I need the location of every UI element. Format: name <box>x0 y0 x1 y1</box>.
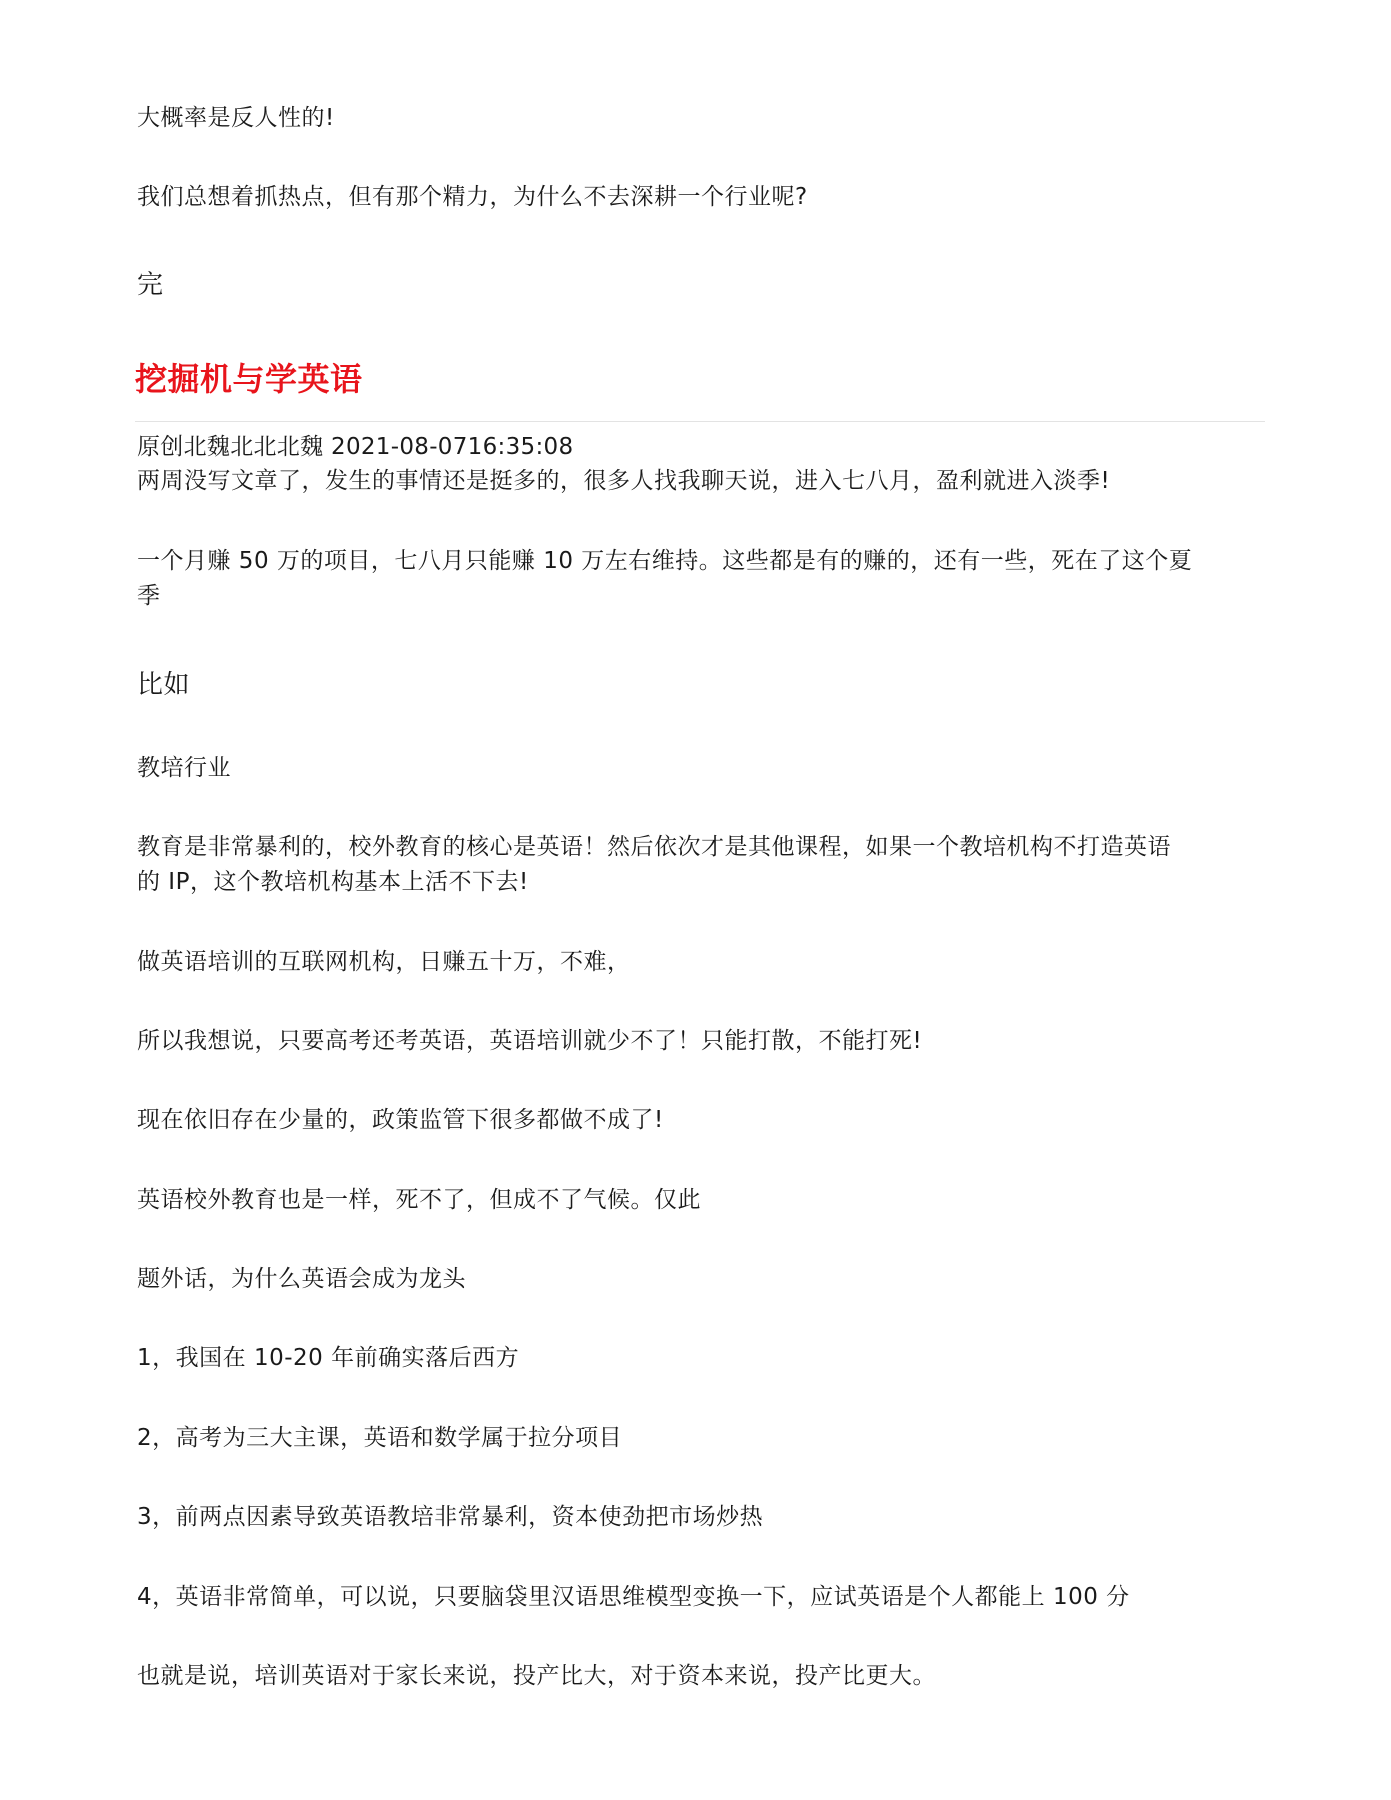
title-divider <box>135 421 1265 422</box>
intro-paragraph-2: 我们总想着抓热点，但有那个精力，为什么不去深耕一个行业呢? <box>137 184 808 210</box>
article-meta: 原创北魏北北北魏 2021-08-0716:35:08 <box>137 434 574 460</box>
end-mark: 完 <box>137 270 164 300</box>
article-paragraph: 3，前两点因素导致英语教培非常暴利，资本使劲把市场炒热 <box>137 1504 764 1530</box>
article-paragraph: 题外话，为什么英语会成为龙头 <box>137 1266 466 1292</box>
article-paragraph: 做英语培训的互联网机构，日赚五十万，不难， <box>137 949 631 975</box>
article-paragraph: 所以我想说，只要高考还考英语，英语培训就少不了！只能打散，不能打死! <box>137 1028 923 1054</box>
article-paragraph: 也就是说，培训英语对于家长来说，投产比大，对于资本来说，投产比更大。 <box>137 1663 936 1689</box>
article-paragraph: 现在依旧存在少量的，政策监管下很多都做不成了! <box>137 1107 664 1133</box>
intro-paragraph-1: 大概率是反人性的! <box>137 105 335 131</box>
article-paragraph: 4，英语非常简单，可以说，只要脑袋里汉语思维模型变换一下，应试英语是个人都能上 100 分 <box>137 1584 1130 1610</box>
article-paragraph: 教育是非常暴利的，校外教育的核心是英语！然后依次才是其他课程，如果一个教培机构不打造英语 <box>137 834 1171 860</box>
article-title: 挖掘机与学英语 <box>135 360 363 398</box>
article-paragraph: 两周没写文章了，发生的事情还是挺多的，很多人找我聊天说，进入七八月，盈利就进入淡季! <box>137 468 1111 494</box>
article-paragraph: 季 <box>137 583 161 609</box>
article-paragraph: 教培行业 <box>137 755 231 781</box>
article-paragraph: 2，高考为三大主课，英语和数学属于拉分项目 <box>137 1425 623 1451</box>
article-paragraph: 英语校外教育也是一样，死不了，但成不了气候。仅此 <box>137 1187 701 1213</box>
article-paragraph: 的 IP，这个教培机构基本上活不下去! <box>137 869 529 895</box>
article-paragraph: 一个月赚 50 万的项目，七八月只能赚 10 万左右维持。这些都是有的赚的，还有一些，死在了这个夏 <box>137 548 1193 574</box>
article-paragraph: 比如 <box>137 670 191 700</box>
article-paragraph: 1，我国在 10-20 年前确实落后西方 <box>137 1345 520 1371</box>
